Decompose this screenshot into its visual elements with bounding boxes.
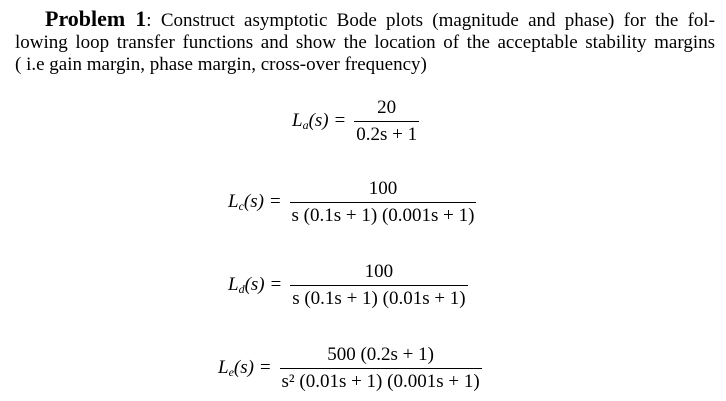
numerator: 500 (0.2s + 1) — [327, 344, 434, 365]
numerator: 20 — [377, 97, 397, 118]
equation-le — [218, 344, 482, 393]
equation-lhs: $L_e(s)$ = — [218, 357, 272, 379]
equation-lc — [228, 178, 476, 227]
problem-line-1 — [15, 8, 715, 32]
equation-lhs: $L_c(s)$ = — [228, 191, 282, 213]
problem-text-1: Construct asymptotic Bode plots (magnitude and phase) for the fol- — [160, 10, 716, 31]
problem-statement — [15, 8, 715, 76]
problem-line-3: ( i.e gain margin, phase margin, cross-over frequency) — [15, 54, 427, 75]
denominator: 0.2s + 1 — [356, 124, 418, 145]
problem-label: Problem 1 — [45, 6, 147, 31]
fraction — [290, 178, 477, 227]
numerator: 100 — [364, 261, 394, 282]
equation-ld — [228, 261, 468, 310]
problem-label-suffix: : — [146, 10, 152, 31]
equation-lhs: $L_d(s)$ = — [228, 274, 283, 296]
denominator: s (0.1s + 1) (0.001s + 1) — [291, 205, 475, 226]
problem-line-2: lowing loop transfer functions and show the location of the acceptable stability margins — [15, 32, 715, 53]
fraction — [280, 344, 482, 393]
fraction — [354, 97, 419, 146]
equation-lhs: $L_a(s)$ = — [292, 110, 347, 132]
fraction — [290, 261, 467, 310]
numerator: 100 — [368, 178, 398, 199]
denominator: s (0.1s + 1) (0.01s + 1) — [292, 288, 466, 309]
denominator: s² (0.01s + 1) (0.001s + 1) — [281, 371, 480, 392]
equation-la — [292, 97, 419, 146]
